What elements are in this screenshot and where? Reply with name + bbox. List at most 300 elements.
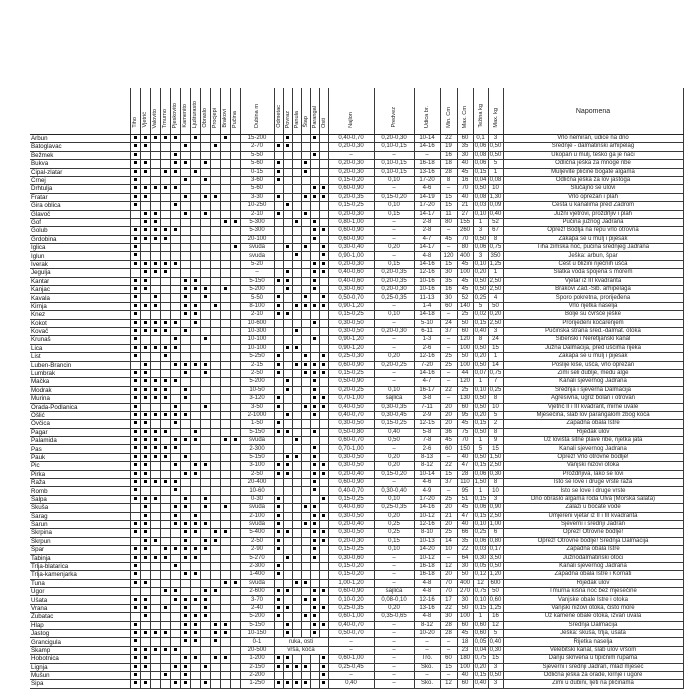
habitat-dot [134,530,137,533]
habitat-dot [194,572,197,575]
habitat-dot-cell [160,453,170,461]
habitat-dot [154,321,157,324]
habitat-dot-cell [210,311,220,319]
table-row [30,277,683,285]
habitat-dot-cell [190,369,200,377]
udica-br-value: 14-20 [414,546,440,554]
habitat-dot-cell [200,168,210,176]
method-dot [322,463,325,466]
method-dot-cell [292,286,301,294]
max-kg-value: 16 [488,613,503,621]
habitat-dot-cell [130,613,140,621]
max-kg-value: 50 [488,588,503,596]
habitat-dot-cell [150,479,160,487]
method-dot-cell [274,227,283,235]
habitat-dot-cell [160,202,170,210]
habitat-dot [194,321,197,324]
min-cm-value: 45 [440,235,457,243]
min-cm-value: 17 [440,596,457,604]
habitat-dot-cell [230,411,240,419]
napomena-value: Zimi u dubini, ljeti na pličinama [503,680,683,688]
method-dot [322,245,325,248]
habitat-dot [154,396,157,399]
habitat-dot-cell [180,395,190,403]
depth-value: 3-30 [240,193,274,201]
udica-br-value: 13-16 [414,604,440,612]
table-row [30,176,683,184]
col-header-obraslo [200,88,210,135]
habitat-dot-cell [180,193,190,201]
col-header-vjetrić-label: Vjetrić [142,112,148,128]
predvez-value: – [374,319,414,327]
col-header-pučina [230,88,240,135]
depth-value: 2-100 [240,512,274,520]
habitat-dot-cell [150,562,160,570]
habitat-dot [134,598,137,601]
method-dot-cell [319,286,328,294]
habitat-dot-cell [130,286,140,294]
habitat-dot [184,530,187,533]
najlon-value: 0,60-0,90 [328,235,374,243]
max-cm-value: 50 [457,353,473,361]
habitat-dot [154,212,157,215]
habitat-dot-cell [190,504,200,512]
habitat-dot [134,354,137,357]
habitat-dot-cell [170,327,180,335]
najlon-value: 0,50-0,70 [328,630,374,638]
fish-name: Jastog [30,630,130,638]
habitat-dot [184,363,187,366]
predvez-value: 0,20-0,35 [374,269,414,277]
depth-value: 2-50 [240,537,274,545]
habitat-dot-cell [200,630,210,638]
habitat-dot [174,337,177,340]
max-cm-value: 100 [457,663,473,671]
method-dot-cell [301,327,310,335]
habitat-dot [234,581,237,584]
habitat-dot [154,539,157,542]
habitat-dot-cell [170,663,180,671]
habitat-dot-cell [160,470,170,478]
habitat-dot-cell [200,546,210,554]
habitat-dot [134,237,137,240]
fish-name: Pagar [30,428,130,436]
method-dot [286,472,289,475]
habitat-dot-cell [210,470,220,478]
najlon-value: 0,20-0,30 [328,143,374,151]
habitat-dot-cell [140,672,150,680]
habitat-dot [134,665,137,668]
habitat-dot-cell [150,621,160,629]
habitat-dot [194,136,197,139]
habitat-dot [134,136,137,139]
habitat-dot-cell [130,294,140,302]
habitat-dot-cell [170,378,180,386]
method-dot [313,363,316,366]
habitat-dot [194,522,197,525]
depth-value: svuda [240,504,274,512]
habitat-dot [204,589,207,592]
habitat-dot-cell [230,638,240,646]
fish-name: Grdobina [30,235,130,243]
tezina-kg-value: 0,20 [474,269,487,276]
habitat-dot-cell [220,344,230,352]
habitat-dot [144,581,147,584]
col-header-valovito [150,88,160,135]
method-dot [286,530,289,533]
udica-br-value: 10-14 [414,135,440,143]
col-header-procjepi-label: Procjepi [212,107,218,128]
habitat-dot-cell [150,579,160,587]
predvez-value: – [374,227,414,235]
habitat-dot [184,144,187,147]
tezina-kg-value: 0,50 [474,286,487,293]
max-kg-value: 600 [488,579,503,587]
udica-br-value: – [414,151,440,159]
udica-br-value: 2-6 [414,445,440,453]
habitat-dot [194,304,197,307]
table-row [30,269,683,277]
max-kg-value: 0,25 [489,386,502,393]
method-dot-cell [274,554,283,562]
habitat-dot-cell [130,260,140,268]
method-dot-cell [292,479,301,487]
method-dot [277,170,280,173]
col-header-ljušturasto [190,88,200,135]
habitat-dot-cell [230,202,240,210]
habitat-dot-cell [140,344,150,352]
najlon-value: 0,40-0,60 [328,269,374,277]
habitat-dot-cell [200,395,210,403]
habitat-dot [184,178,187,181]
habitat-dot-cell [180,327,190,335]
habitat-dot-cell [170,294,180,302]
method-dot [304,245,307,248]
habitat-dot-cell [220,428,230,436]
habitat-dot [164,480,167,483]
table-row [30,319,683,327]
habitat-dot [144,455,147,458]
tezina-kg-value: 0,40 [474,680,487,687]
habitat-dot-cell [230,428,240,436]
habitat-dot-cell [150,495,160,503]
method-dot [277,354,280,357]
napomena-value: Srednja i sjeverna Dalmacija [503,386,683,394]
method-dot [277,304,280,307]
depth-value: 2-150 [240,663,274,671]
method-dot-cell [301,160,310,168]
method-dot-cell [283,277,292,285]
method-dot-cell [283,294,292,302]
habitat-dot-cell [220,218,230,226]
method-dot-cell [292,613,301,621]
method-dot-cell [283,378,292,386]
habitat-dot-cell [190,361,200,369]
habitat-dot-cell [160,143,170,151]
habitat-dot [144,522,147,525]
habitat-dot-cell [140,193,150,201]
udica-br-value: 17-20 [414,495,440,503]
fish-name: Glavoč [30,210,130,218]
habitat-dot [134,329,137,332]
habitat-dot-cell [170,479,180,487]
habitat-dot-cell [160,319,170,327]
habitat-dot-cell [160,613,170,621]
depth-value: 5-150 [240,277,274,285]
habitat-dot-cell [210,487,220,495]
max-cm-value: 110 [457,479,473,487]
habitat-dot-cell [150,462,160,470]
habitat-dot [214,195,217,198]
udica-br-value: 10-12 [414,512,440,520]
habitat-dot-cell [200,143,210,151]
habitat-dot-cell [180,571,190,579]
predvez-value: – [374,663,414,671]
predvez-value: 0,20 [374,244,414,252]
method-dot [304,363,307,366]
tezina-kg-value: 1 [473,437,488,445]
col-header-kamenito [180,88,190,135]
napomena-value: Oprez! Otrovne bodlje! Srednja Dalmacija [503,537,683,545]
max-cm-value: 27 [457,210,473,218]
method-dot-cell [319,327,328,335]
method-dot-cell [283,428,292,436]
habitat-dot-cell [220,210,230,218]
habitat-dot-cell [170,193,180,201]
habitat-dot-cell [220,520,230,528]
predvez-value: 0,10 [374,202,414,210]
method-dot-cell [310,529,319,537]
method-dot [322,673,325,676]
method-dot [304,614,307,617]
habitat-dot-cell [190,143,200,151]
method-dot-cell [319,193,328,201]
habitat-dot-cell [220,529,230,537]
table-row [30,520,683,528]
min-cm-value: 20 [440,520,457,528]
habitat-dot-cell [230,218,240,226]
napomena-value: Kanali sjevernog Jadrana [503,562,683,570]
tezina-kg-value: 0,20 [474,411,487,418]
habitat-dot-cell [170,135,180,143]
habitat-dot [134,455,137,458]
method-dot-cell [292,630,301,638]
min-cm-value: 15 [440,663,457,671]
method-dot-cell [283,554,292,562]
najlon-value: – [328,151,374,159]
fish-name: Tabinja [30,554,130,562]
habitat-dot [144,598,147,601]
method-dot-cell [274,386,283,394]
habitat-dot-cell [160,168,170,176]
method-dot-cell [292,294,301,302]
method-dot-cell [292,344,301,352]
method-dot [322,186,325,189]
habitat-dot-cell [220,361,230,369]
max-kg-value: 1,25 [489,604,502,611]
col-header-najlon-label: Najlon [348,112,354,128]
habitat-dot-cell [190,327,200,335]
method-dot [286,665,289,668]
habitat-dot-cell [190,495,200,503]
method-dot-cell [310,562,319,570]
habitat-dot-cell [200,185,210,193]
method-dot-cell [310,420,319,428]
col-header-vjetrić [140,88,150,135]
table-row [30,495,683,503]
depth-value: 2-15 [240,361,274,369]
habitat-dot [134,178,137,181]
habitat-dot-cell [220,655,230,663]
habitat-dot-cell [200,420,210,428]
habitat-dot-cell [130,504,140,512]
napomena-value: Južna Dalmacija, pred ušćima rijeka [503,344,683,352]
col-header-povraz-label: Povraz [284,110,291,128]
method-dot-cell [292,445,301,453]
udica-br-value: 14-16 [414,369,440,377]
habitat-dot-cell [230,151,240,159]
habitat-dot-cell [150,260,160,268]
method-dot-cell [301,269,310,277]
habitat-dot [204,295,207,298]
habitat-dot-cell [170,286,180,294]
habitat-dot-cell [180,269,190,277]
habitat-dot [184,547,187,550]
habitat-dot-cell [150,403,160,411]
depth-value: 0-30 [240,495,274,503]
table-row [30,336,683,344]
tezina-kg-value: 0,06 [474,143,487,150]
predvez-value: 0,15 [374,260,414,268]
method-dot-cell [319,151,328,159]
najlon-value: 0,20-0,30 [328,160,374,168]
habitat-dot-cell [210,562,220,570]
max-cm-value: 64 [457,554,473,562]
fish-name: Arbun [30,135,130,143]
habitat-dot [184,623,187,626]
method-dot-cell [310,386,319,394]
habitat-dot-cell [220,403,230,411]
tezina-kg-value: 0,25 [474,294,487,301]
napomena-value: Zakapa se u mulj i pijesak [503,235,683,243]
habitat-dot-cell [220,193,230,201]
method-dot [277,530,280,533]
napomena-value: Pučina južnog Jadrana [503,218,683,226]
method-dot-cell [310,235,319,243]
habitat-dot [174,480,177,483]
method-dot-cell [319,613,328,621]
min-cm-value: 45 [440,437,457,445]
habitat-dot-cell [220,202,230,210]
habitat-dot-cell [190,613,200,621]
habitat-dot [134,480,137,483]
habitat-dot-cell [130,361,140,369]
habitat-dot-cell [210,218,220,226]
depth-value: 8-100 [240,302,274,310]
habitat-dot-cell [200,646,210,654]
najlon-value: 0,60-0,90 [328,227,374,235]
method-dot-cell [283,596,292,604]
method-dot [313,556,316,559]
habitat-dot-cell [180,252,190,260]
max-cm-value: 180 [457,655,473,663]
habitat-dot-cell [170,269,180,277]
habitat-dot-cell [200,311,210,319]
habitat-dot-cell [160,445,170,453]
habitat-dot-cell [140,294,150,302]
udica-br-value: 10-14 [414,470,440,478]
habitat-dot-cell [170,613,180,621]
habitat-dot-cell [130,588,140,596]
habitat-dot-cell [140,369,150,377]
method-dot-cell [310,672,319,680]
habitat-dot [194,472,197,475]
table-row [30,185,683,193]
fish-name: Modrak [30,386,130,394]
max-cm-value: 45 [457,286,473,294]
min-cm-value: – [440,646,457,654]
habitat-dot-cell [130,378,140,386]
habitat-dot [224,631,227,634]
method-dot-cell [274,453,283,461]
method-dot-cell [292,663,301,671]
max-cm-value: 50 [457,319,473,327]
habitat-dot-cell [170,646,180,654]
napomena-value: Kanali sjevernog Jadrana [503,378,683,386]
habitat-dot-cell [150,160,160,168]
table-row [30,571,683,579]
fish-name: Pic [30,462,130,470]
habitat-dot-cell [210,294,220,302]
tezina-kg-value: 0,10 [474,260,487,267]
table-row [30,621,683,629]
method-dot-cell [301,235,310,243]
habitat-dot-cell [160,495,170,503]
habitat-dot-cell [230,655,240,663]
method-dot [295,220,298,223]
method-dot-cell [301,185,310,193]
napomena-value: Uz lovišta sitne plave ribe, rijetka jata [503,437,683,445]
habitat-dot-cell [200,202,210,210]
col-header-parangal [310,88,319,135]
tezina-kg-value: 0,02 [474,311,487,318]
habitat-dot-cell [190,546,200,554]
method-dot-cell [292,386,301,394]
method-dot [277,606,280,609]
method-dot [304,354,307,357]
habitat-dot [144,413,147,416]
habitat-dot [164,446,167,449]
method-dot [286,631,289,634]
habitat-dot [164,556,167,559]
udica-br-value: Sko. [414,663,440,671]
predvez-value: – [374,672,414,680]
habitat-dot-cell [230,663,240,671]
max-kg-value: 10 [488,487,503,495]
method-dot-cell [319,663,328,671]
min-cm-value: 25 [440,353,457,361]
max-cm-value: 260 [457,227,473,235]
habitat-dot-cell [210,495,220,503]
habitat-dot-cell [130,244,140,252]
habitat-dot-cell [210,395,220,403]
habitat-dot [204,212,207,215]
depth-value: 5-150 [240,428,274,436]
max-kg-value: 0,50 [489,151,502,158]
habitat-dot-cell [130,327,140,335]
method-dot [322,253,325,256]
table-row [30,260,683,268]
